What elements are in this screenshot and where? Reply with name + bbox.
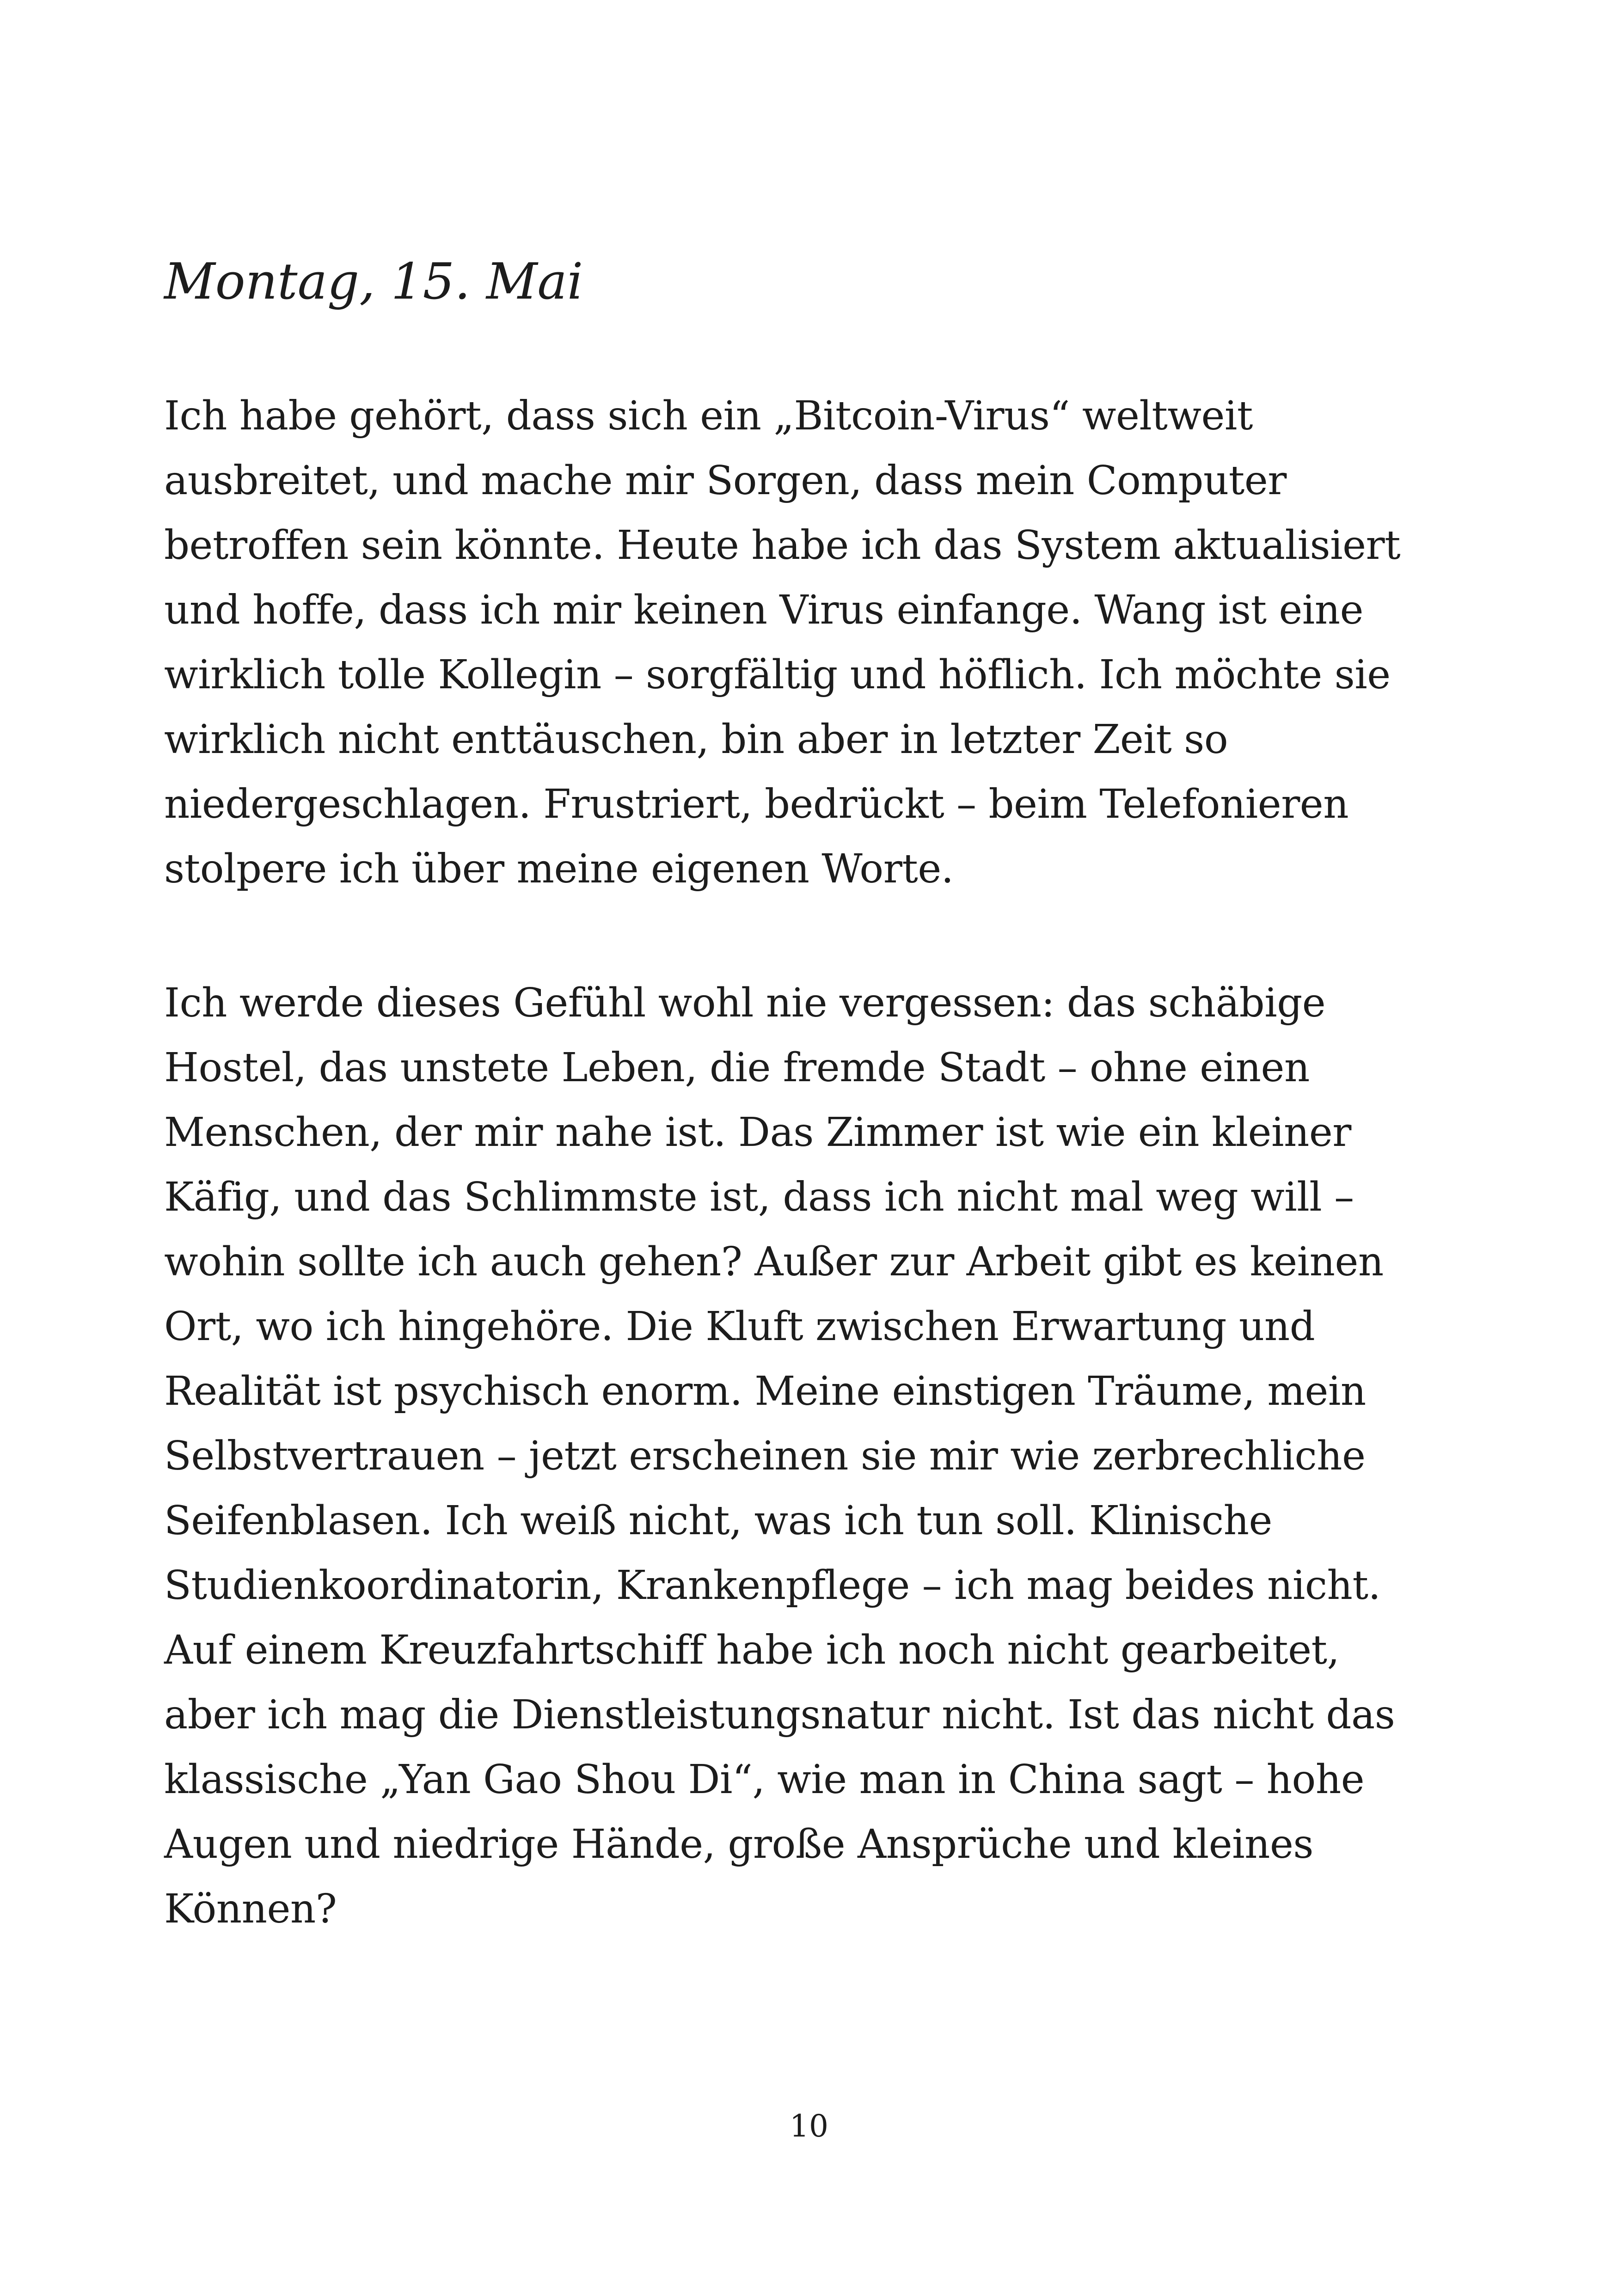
text-line: wohin sollte ich auch gehen? Außer zur Arbeit gibt es keinen	[164, 1239, 1384, 1285]
text-line: Auf einem Kreuzfahrtschiff habe ich noch nicht gearbeitet,	[164, 1627, 1340, 1673]
text-line: Studienkoordinatorin, Krankenpflege – ich mag beides nicht.	[164, 1562, 1381, 1609]
text-line: niedergeschlagen. Frustriert, bedrückt – beim Telefonieren	[164, 781, 1349, 827]
text-line: Selbstvertrauen – jetzt erscheinen sie mir wie zerbrechliche	[164, 1433, 1366, 1479]
text-line: stolpere ich über meine eigenen Worte.	[164, 846, 954, 892]
text-line: ausbreitet, und mache mir Sorgen, dass mein Computer	[164, 458, 1287, 504]
diary-entry-date-heading: Montag, 15. Mai	[164, 253, 583, 311]
text-line: Seifenblasen. Ich weiß nicht, was ich tun soll. Klinische	[164, 1498, 1272, 1544]
paragraph-1	[164, 384, 1400, 901]
text-line: Realität ist psychisch enorm. Meine einstigen Träume, mein	[164, 1368, 1366, 1414]
text-line: Ich habe gehört, dass sich ein „Bitcoin-Virus“ weltweit	[164, 393, 1253, 439]
text-line: betroffen sein könnte. Heute habe ich das System aktualisiert	[164, 522, 1401, 569]
text-line: klassische „Yan Gao Shou Di“, wie man in China sagt – hohe	[164, 1757, 1365, 1803]
paragraph-2	[164, 971, 1395, 1941]
text-line: aber ich mag die Dienstleistungsnatur nicht. Ist das nicht das	[164, 1692, 1395, 1738]
text-line: wirklich nicht enttäuschen, bin aber in letzter Zeit so	[164, 716, 1228, 763]
text-line: Ort, wo ich hingehöre. Die Kluft zwischen Erwartung und	[164, 1304, 1315, 1350]
text-line: Käfig, und das Schlimmste ist, dass ich nicht mal weg will –	[164, 1174, 1354, 1220]
text-line: Augen und niedrige Hände, große Ansprüche und kleines	[164, 1821, 1314, 1867]
page-number: 10	[790, 2108, 828, 2144]
text-line: Menschen, der mir nahe ist. Das Zimmer ist wie ein kleiner	[164, 1109, 1351, 1156]
text-line: und hoffe, dass ich mir keinen Virus einfange. Wang ist eine	[164, 587, 1364, 633]
text-line: Ich werde dieses Gefühl wohl nie vergessen: das schäbige	[164, 980, 1326, 1026]
text-line: wirklich tolle Kollegin – sorgfältig und höflich. Ich möchte sie	[164, 652, 1391, 698]
text-line: Hostel, das unstete Leben, die fremde Stadt – ohne einen	[164, 1045, 1310, 1091]
text-line: Können?	[164, 1886, 337, 1932]
